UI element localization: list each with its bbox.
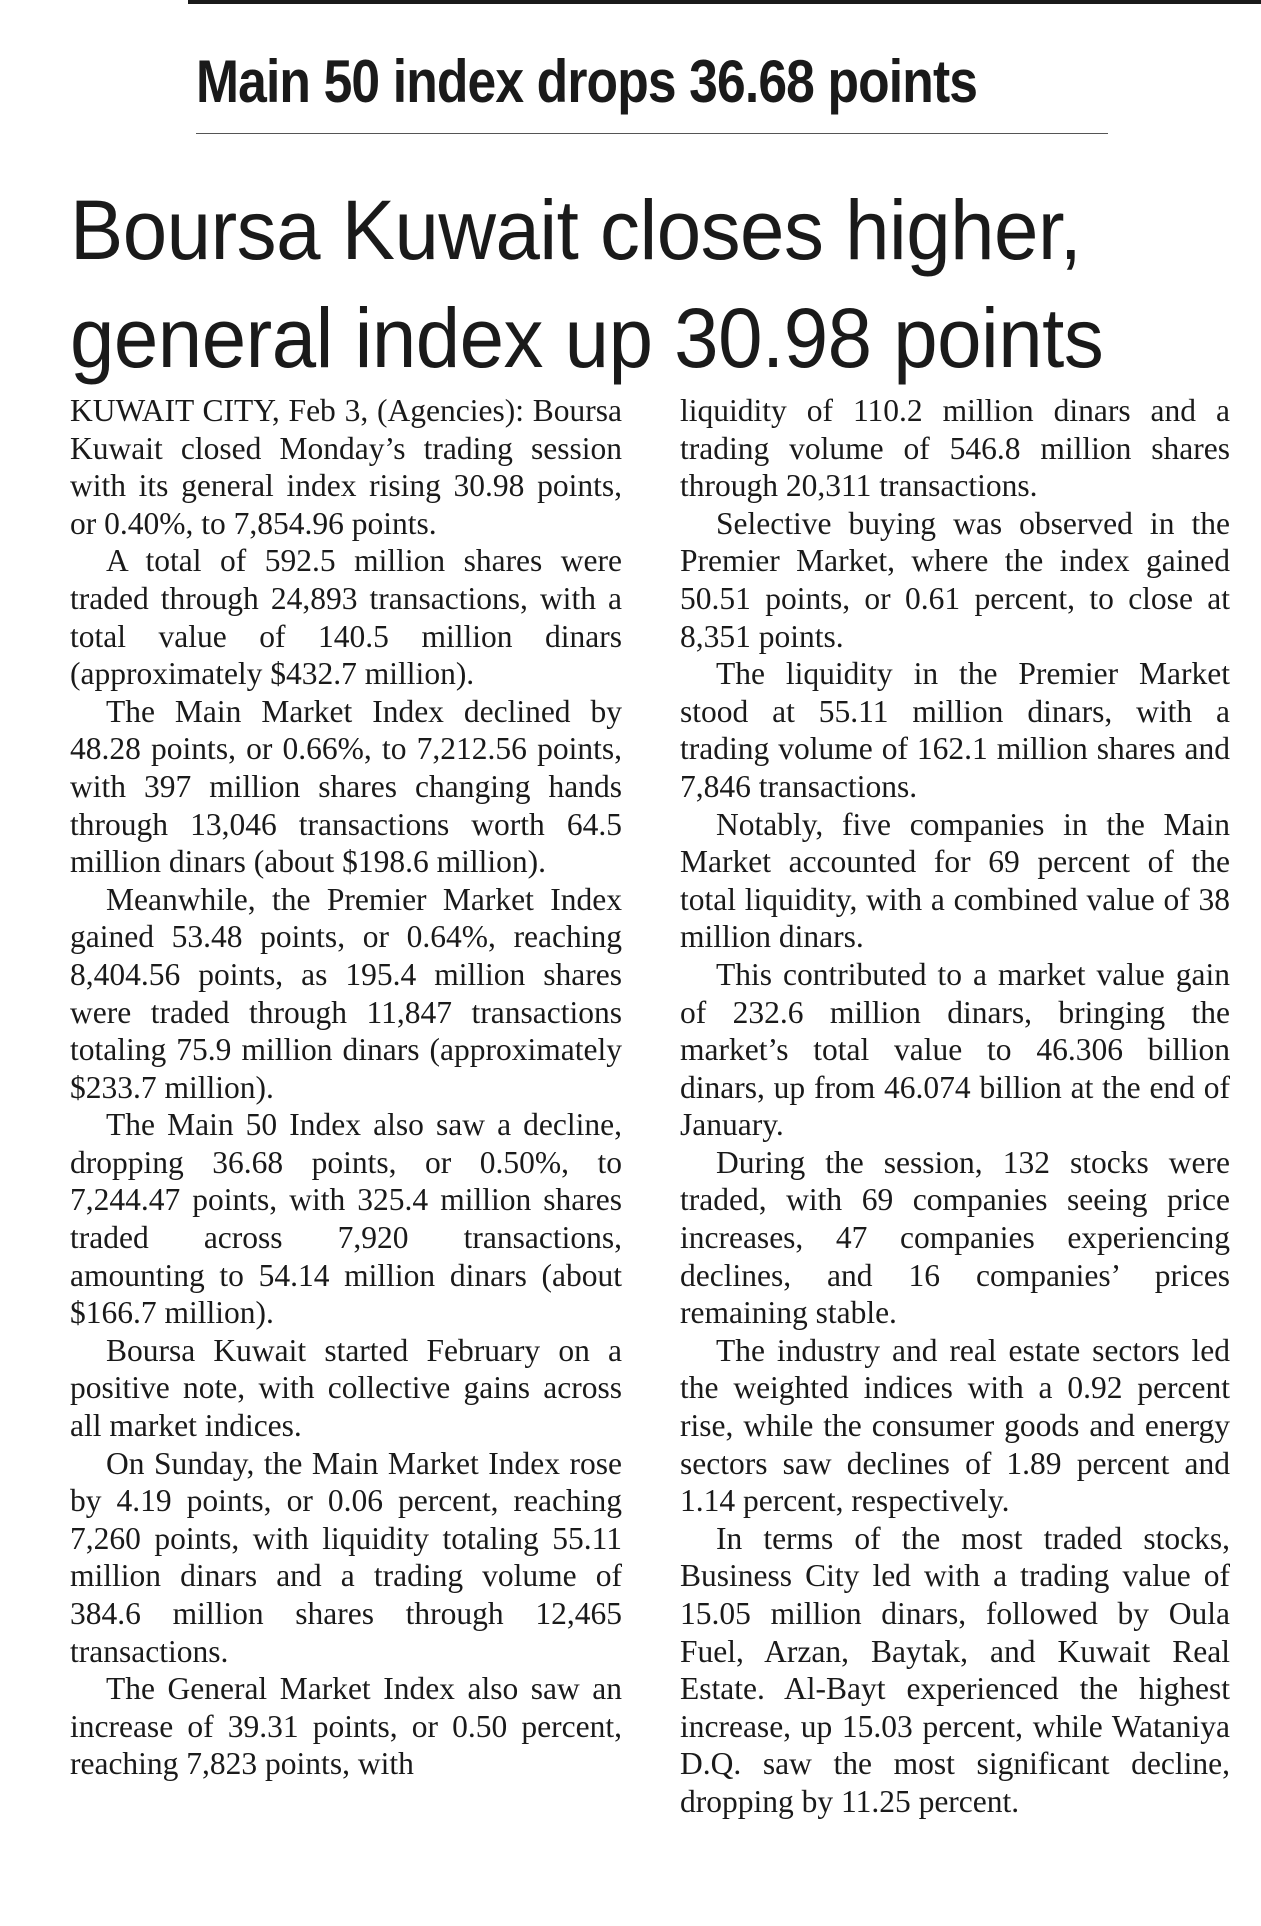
top-rule <box>188 0 1261 4</box>
paragraph: The Main Market Index declined by 48.28 points, or 0.66%, to 7,212.56 points, with 397 million shares changing hands through 13,046 transactions worth 64.5 million dinars (about $198.6 million). <box>70 693 622 880</box>
paragraph: Boursa Kuwait started February on a positive note, with collective gains across all market indices. <box>70 1332 622 1444</box>
paragraph: Selective buying was observed in the Premier Market, where the index gained 50.51 points, or 0.61 percent, to close at 8,351 points. <box>680 505 1230 654</box>
paragraph: A total of 592.5 million shares were traded through 24,893 transactions, with a total value of 140.5 million dinars (approximately $432.7 million). <box>70 543 622 692</box>
paragraph: The General Market Index also saw an increase of 39.31 points, or 0.50 percent, reaching 7,823 points, with <box>70 1671 622 1782</box>
paragraph: On Sunday, the Main Market Index rose by 4.19 points, or 0.06 percent, reaching 7,260 points, with liquidity totaling 55.11 million dinars and a trading volume of 384.6 million shares through 12,465 transactions. <box>70 1445 622 1669</box>
kicker-headline: Main 50 index drops 36.68 points <box>196 48 978 115</box>
main-headline <box>70 176 1201 392</box>
headline-line-1: Boursa Kuwait closes higher, <box>70 183 1082 277</box>
paragraph: Meanwhile, the Premier Market Index gained 53.48 points, or 0.64%, reaching 8,404.56 points, as 195.4 million shares were traded through 11,847 transactions totaling 75.9 million dinars (approximately $233.7 million). <box>70 881 622 1105</box>
paragraph: During the session, 132 stocks were traded, with 69 companies seeing price increases, 47 companies experiencing declines, and 16 companies’ prices remaining stable. <box>680 1144 1230 1331</box>
paragraph: The liquidity in the Premier Market stood at 55.11 million dinars, with a trading volume of 162.1 million shares and 7,846 transactions. <box>680 656 1230 804</box>
paragraph: The Main 50 Index also saw a decline, dropping 36.68 points, or 0.50%, to 7,244.47 points, with 325.4 million shares traded across 7,920 transactions, amounting to 54.14 million dinars (about $166.7 million). <box>70 1107 622 1331</box>
paragraph: liquidity of 110.2 million dinars and a trading volume of 546.8 million shares through 20,311 transactions. <box>680 393 1230 504</box>
paragraph: The industry and real estate sectors led the weighted indices with a 0.92 percent rise, while the consumer goods and energy sectors saw declines of 1.89 percent and 1.14 percent, respectively. <box>680 1332 1230 1519</box>
paragraph: Notably, five companies in the Main Market accounted for 69 percent of the total liquidity, with a combined value of 38 million dinars. <box>680 806 1230 955</box>
article-column-right <box>680 392 1230 1821</box>
paragraph: KUWAIT CITY, Feb 3, (Agencies): Boursa Kuwait closed Monday’s trading session with its general index rising 30.98 points, or 0.40%, to 7,854.96 points. <box>70 393 622 541</box>
headline-line-2: general index up 30.98 points <box>70 291 1104 385</box>
kicker-rule <box>196 133 1108 134</box>
paragraph: This contributed to a market value gain of 232.6 million dinars, bringing the market’s total value to 46.306 billion dinars, up from 46.074 billion at the end of January. <box>680 956 1230 1143</box>
paragraph: In terms of the most traded stocks, Business City led with a trading value of 15.05 million dinars, followed by Oula Fuel, Arzan, Baytak, and Kuwait Real Estate. Al-Bayt experienced the highest increase, up 15.03 percent, while Wataniya D.Q. saw the most significant decline, dropping by 11.25 percent. <box>680 1520 1230 1819</box>
article-column-left <box>70 392 622 1783</box>
